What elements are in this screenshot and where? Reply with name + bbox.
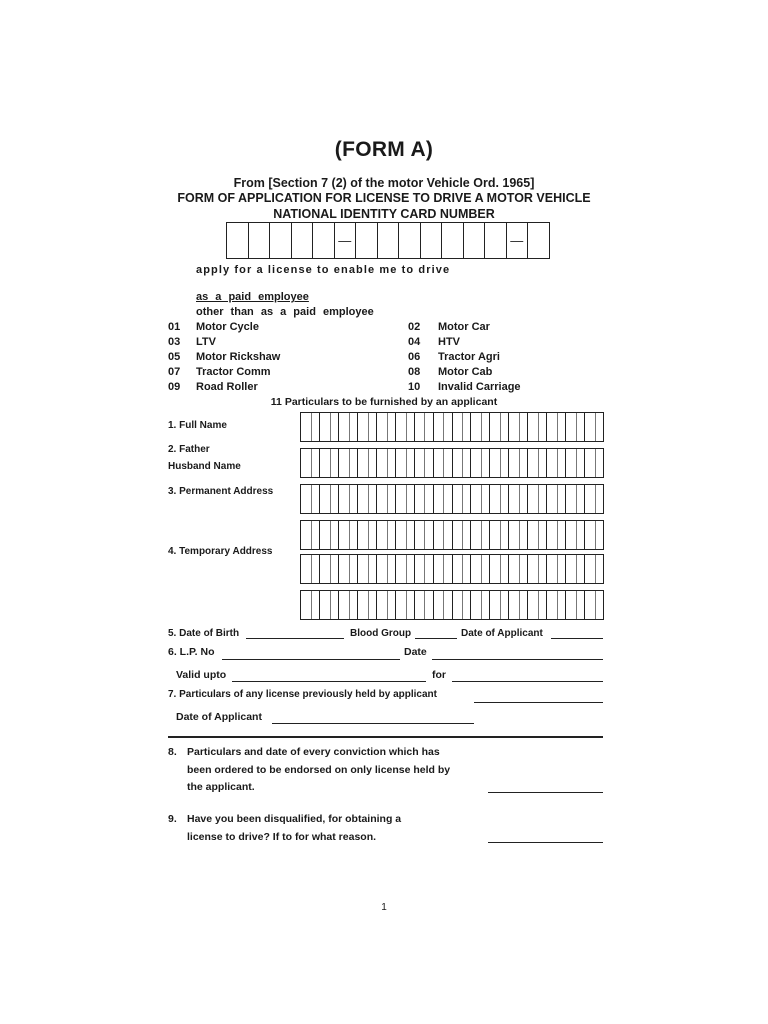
nic-number-grid[interactable] — [226, 222, 550, 259]
category-code: 05 — [168, 351, 181, 363]
full-name-label: 1. Full Name — [168, 420, 227, 431]
date-of-applicant-label: Date of Applicant — [461, 628, 543, 639]
temporary-address-grid-2[interactable] — [300, 554, 604, 584]
category-code: 02 — [408, 321, 421, 333]
nic-digit-box[interactable] — [528, 223, 550, 258]
temporary-address-grid-3[interactable] — [300, 590, 604, 620]
category-code: 04 — [408, 336, 421, 348]
lp-date-field[interactable] — [432, 659, 603, 660]
husband-name-label: Husband Name — [168, 461, 241, 472]
nic-digit-box[interactable] — [313, 223, 335, 258]
q9-number: 9. — [168, 813, 177, 825]
nic-digit-box[interactable] — [227, 223, 249, 258]
page-number: 1 — [381, 902, 387, 913]
q9-line-1: Have you been disqualified, for obtaining a — [187, 813, 402, 825]
form-heading: FORM OF APPLICATION FOR LICENSE TO DRIVE A MOTOR VEHICLE — [177, 191, 591, 205]
q8-line-2: been ordered to be endorsed on only license held by — [187, 764, 451, 776]
temporary-address-label: 4. Temporary Address — [168, 546, 273, 557]
category-name[interactable]: LTV — [196, 336, 216, 348]
nic-separator: — — [335, 223, 357, 258]
category-name[interactable]: Motor Cycle — [196, 321, 259, 333]
nic-digit-box[interactable] — [356, 223, 378, 258]
section-divider — [168, 736, 603, 738]
dob-field[interactable] — [246, 638, 344, 639]
form-title: (FORM A) — [334, 138, 434, 161]
category-code: 01 — [168, 321, 181, 333]
category-name[interactable]: Tractor Comm — [196, 366, 271, 378]
category-name[interactable]: Motor Car — [438, 321, 490, 333]
apply-text: apply for a license to enable me to drive — [196, 264, 451, 276]
temporary-address-grid-1[interactable] — [300, 520, 604, 550]
option-paid-employee[interactable]: as a paid employee — [196, 291, 309, 303]
nic-heading: NATIONAL IDENTITY CARD NUMBER — [273, 207, 495, 221]
form-section-ref: From [Section 7 (2) of the motor Vehicle Ord. 1965] — [233, 176, 535, 190]
category-code: 10 — [408, 381, 421, 393]
nic-digit-box[interactable] — [399, 223, 421, 258]
category-name[interactable]: Tractor Agri — [438, 351, 500, 363]
nic-digit-box[interactable] — [442, 223, 464, 258]
date-of-applicant-2-field[interactable] — [272, 723, 474, 724]
father-label: 2. Father — [168, 444, 210, 455]
category-code: 08 — [408, 366, 421, 378]
nic-digit-box[interactable] — [485, 223, 507, 258]
q8-line-3: the applicant. — [187, 781, 255, 793]
dob-label: 5. Date of Birth — [168, 628, 240, 639]
valid-for-field[interactable] — [452, 681, 603, 682]
q8-answer-field[interactable] — [488, 792, 603, 793]
category-name[interactable]: Motor Cab — [438, 366, 493, 378]
full-name-grid[interactable] — [300, 412, 604, 442]
q8-number: 8. — [168, 746, 177, 758]
category-code: 09 — [168, 381, 181, 393]
nic-digit-box[interactable] — [421, 223, 443, 258]
q8-line-1: Particulars and date of every conviction which has — [187, 746, 440, 758]
lp-date-label: Date — [404, 646, 427, 658]
q9-line-2: license to drive? If to for what reason. — [187, 831, 377, 843]
nic-separator: — — [507, 223, 529, 258]
category-code: 07 — [168, 366, 181, 378]
father-husband-name-grid[interactable] — [300, 448, 604, 478]
previous-license-field[interactable] — [474, 702, 603, 703]
category-code: 03 — [168, 336, 181, 348]
valid-upto-field[interactable] — [232, 681, 426, 682]
date-of-applicant-field[interactable] — [551, 638, 603, 639]
particulars-heading: 11 Particulars to be furnished by an applicant — [270, 396, 498, 408]
valid-upto-label: Valid upto — [176, 669, 227, 681]
category-name[interactable]: HTV — [438, 336, 460, 348]
previous-license-label: 7. Particulars of any license previously held by applicant — [168, 689, 437, 700]
blood-group-label: Blood Group — [350, 628, 412, 639]
valid-for-label: for — [432, 669, 446, 681]
category-name[interactable]: Motor Rickshaw — [196, 351, 281, 363]
nic-digit-box[interactable] — [378, 223, 400, 258]
permanent-address-label: 3. Permanent Address — [168, 486, 274, 497]
nic-digit-box[interactable] — [270, 223, 292, 258]
nic-digit-box[interactable] — [464, 223, 486, 258]
blood-group-field[interactable] — [415, 638, 457, 639]
category-name[interactable]: Invalid Carriage — [438, 381, 521, 393]
category-name[interactable]: Road Roller — [196, 381, 258, 393]
nic-digit-box[interactable] — [292, 223, 314, 258]
q9-answer-field[interactable] — [488, 842, 603, 843]
lp-no-field[interactable] — [222, 659, 400, 660]
category-code: 06 — [408, 351, 421, 363]
option-other-than-paid[interactable]: other than as a paid employee — [196, 306, 374, 318]
nic-digit-box[interactable] — [249, 223, 271, 258]
lp-no-label: 6. L.P. No — [168, 646, 215, 658]
permanent-address-grid[interactable] — [300, 484, 604, 514]
date-of-applicant-2-label: Date of Applicant — [176, 711, 262, 723]
